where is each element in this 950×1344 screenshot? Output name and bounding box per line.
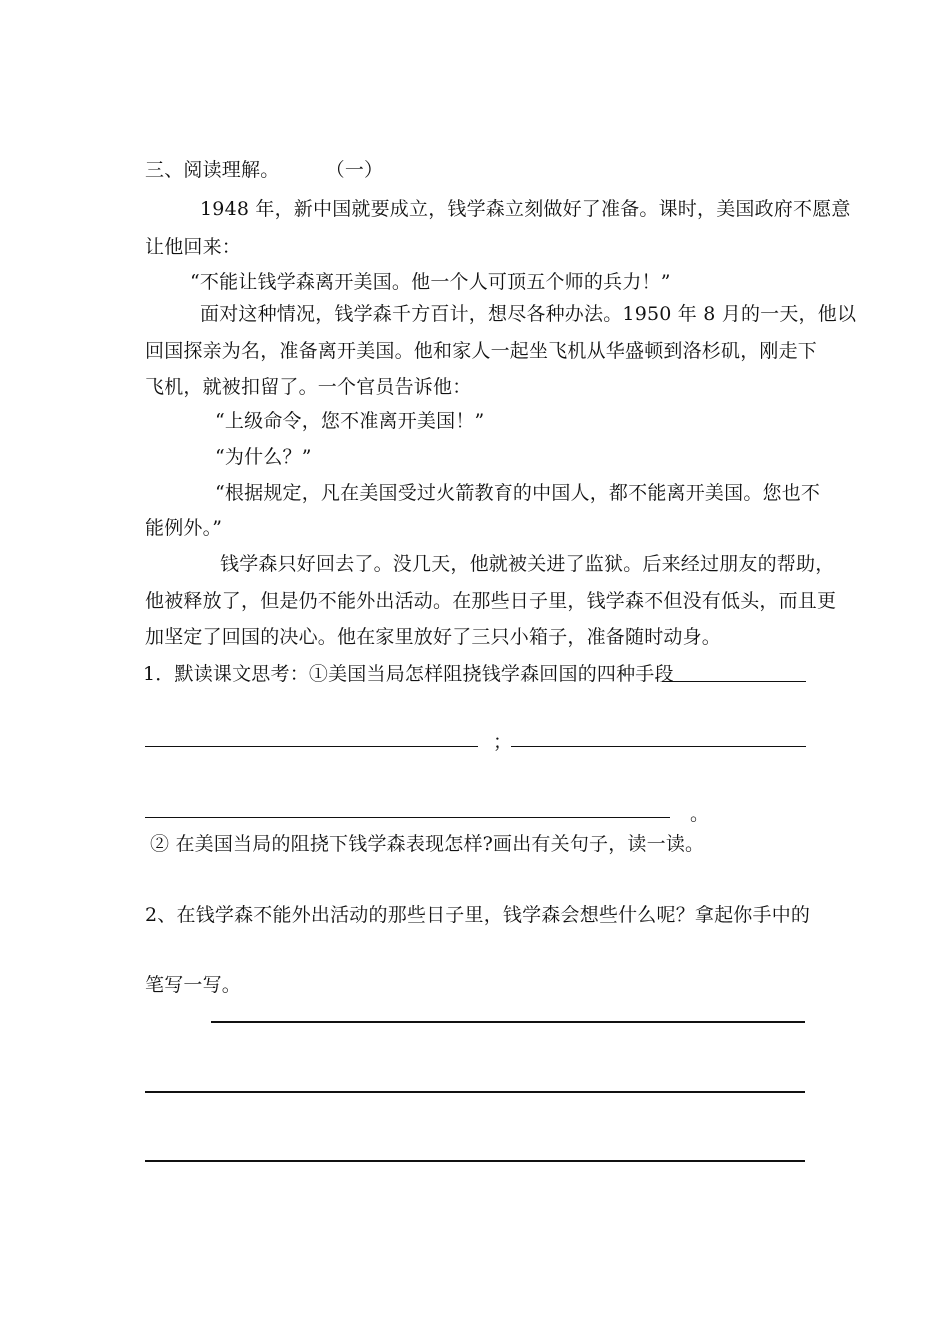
passage-p4: “上级命令，您不准离开美国！”: [215, 410, 485, 432]
passage-p7-line2: 他被释放了，但是仍不能外出活动。在那些日子里，钱学森不但没有低头，而且更: [145, 590, 837, 612]
passage-p6-line2: 能例外。”: [145, 517, 223, 539]
passage-p1-line2: 让他回来：: [145, 236, 242, 258]
section-title: [145, 158, 383, 182]
section-title-text: 三、阅读理解。: [145, 159, 280, 181]
period: 。: [690, 803, 710, 825]
answer-blank-1d[interactable]: [145, 817, 670, 818]
question-1: 1．默读课文思考：①美国当局怎样阻挠钱学森回国的四种手段: [143, 663, 674, 685]
answer-line-2b[interactable]: [145, 1091, 805, 1093]
passage-p3-line3: 飞机，就被扣留了。一个官员告诉他：: [145, 376, 472, 398]
passage-p3-line1: 面对这种情况，钱学森千方百计，想尽各种办法。1950 年 8 月的一天，他以: [200, 303, 857, 325]
answer-blank-1a[interactable]: [662, 681, 806, 682]
question-1-sub2: ② 在美国当局的阻挠下钱学森表现怎样?画出有关句子，读一读。: [150, 833, 705, 855]
passage-p6-line1: “根据规定，凡在美国受过火箭教育的中国人，都不能离开美国。您也不: [215, 482, 821, 504]
answer-line-2a[interactable]: [211, 1021, 805, 1023]
answer-blank-1b[interactable]: [145, 746, 478, 747]
question-2-line2: 笔写一写。: [145, 974, 242, 996]
answer-blank-1c[interactable]: [511, 746, 806, 747]
passage-p3-line2: 回国探亲为名，准备离开美国。他和家人一起坐飞机从华盛顿到洛杉矶，刚走下: [145, 340, 818, 362]
passage-p7-line1: 钱学森只好回去了。没几天，他就被关进了监狱。后来经过朋友的帮助，: [220, 553, 835, 575]
passage-p1-line1: 1948 年，新中国就要成立，钱学森立刻做好了准备。课时，美国政府不愿意: [200, 198, 851, 220]
semicolon: ；: [493, 731, 513, 753]
passage-p2: “不能让钱学森离开美国。他一个人可顶五个师的兵力！”: [190, 271, 671, 293]
passage-p5: “为什么？”: [215, 446, 312, 468]
answer-line-2c[interactable]: [145, 1160, 805, 1162]
question-2-line1: 2、在钱学森不能外出活动的那些日子里，钱学森会想些什么呢？拿起你手中的: [145, 904, 811, 926]
passage-p7-line3: 加坚定了回国的决心。他在家里放好了三只小箱子，准备随时动身。: [145, 626, 722, 648]
section-subtitle: （一）: [325, 159, 384, 181]
